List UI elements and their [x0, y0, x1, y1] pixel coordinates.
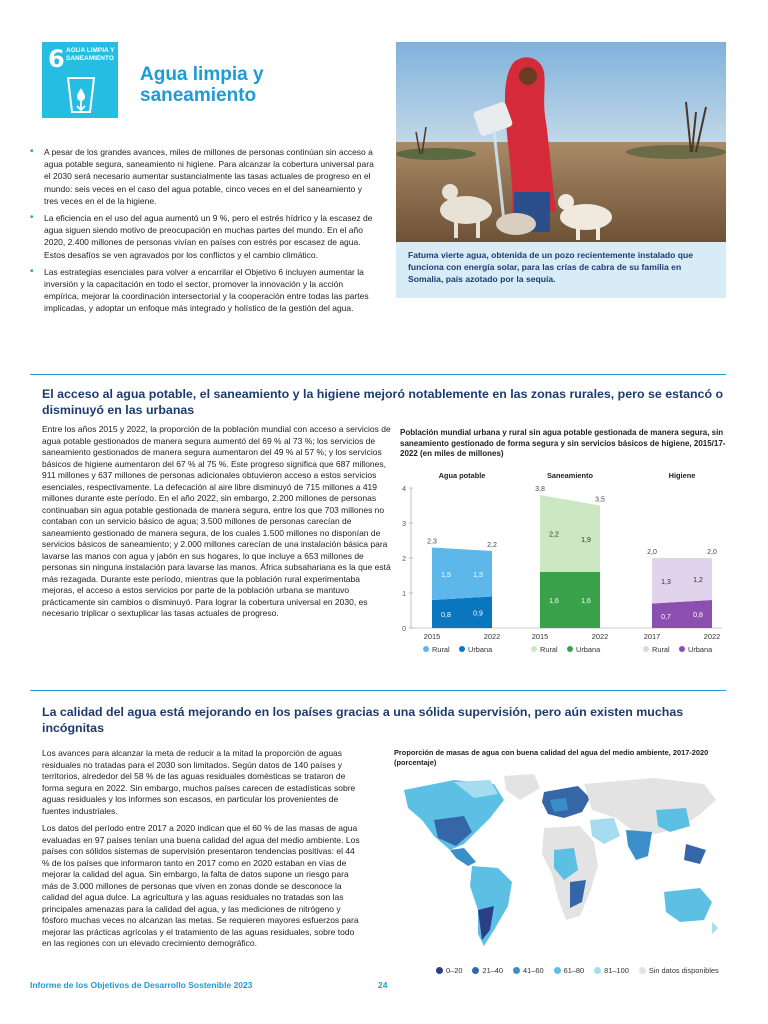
list-item: • La eficiencia en el uso del agua aumentó un 9 %, pero el estrés hídrico y la escasez de agua siguen siendo motivo de preocupación en muchas partes del mundo. En el año 2020, 2.400 millones de personas vivían en países con estrés por escasez de agua. Estos desafíos se ven agravados por los conflictos y el cambio climático.	[30, 212, 378, 261]
y-tick-label: 4	[402, 486, 406, 493]
legend-label-rural: Rural	[540, 645, 558, 654]
map-legend	[436, 966, 719, 975]
section-2-title: La calidad del agua está mejorando en los países gracias a una sólida supervisión, pero aún existen muchas incógnitas	[42, 705, 684, 735]
x-tick-label: 2015	[531, 632, 549, 641]
legend-item	[513, 966, 544, 975]
section-divider	[30, 374, 726, 375]
legend-swatch	[513, 967, 520, 974]
legend-swatch-urbana	[679, 646, 685, 652]
sdg-goal-badge	[42, 42, 118, 118]
legend-swatch	[639, 967, 646, 974]
data-label-urbana: 0,7	[661, 613, 671, 621]
section-2-paragraph-1: Los avances para alcanzar la meta de reducir a la mitad la proporción de aguas residuales no tratadas para el 2030 son limitados. Según datos de 140 países y territorios, alrededor del 58 % de las aguas residuales domésticas se trataron de forma segura en 2022. Sin embargo, muchos países carecen de estadísticas sobre aguas residuales y los informes son escasos, en particular los provenientes de fuentes industriales.	[42, 748, 356, 816]
data-label-rural: 1,3	[661, 578, 671, 586]
data-label-total: 2,0	[707, 549, 717, 556]
data-label-rural: 1,9	[581, 536, 591, 544]
x-tick-label: 2022	[483, 632, 501, 641]
legend-label: 0–20	[446, 966, 463, 975]
section-2-paragraph-2: Los datos del período entre 2017 a 2020 indican que el 60 % de las masas de agua evaluadas en 97 países tenían una buena calidad del agua del medio ambiente. Los países con sólidos sistemas de supervisión presentaron tendencias positivas: el 44 % de los países que informaron tanto en 2017 como en 2020 estaban en vías de mejorar la calidad del agua. Sin embargo, la falta de datos supone un riesgo para más de 3.000 millones de personas que viven en zonas donde se desconoce la calidad del agua dulce. La agricultura y las aguas residuales no tratadas son las principales amenazas para la calidad del agua, y las mediciones de nitrógeno y fósforo muchas veces no alcanzan las metas. Se requieren mayores esfuerzos para mejorar las prácticas agrícolas y el tratamiento de las aguas residuales, sobre todo en las regiones con un elevado crecimiento demográfico.	[42, 823, 360, 948]
list-item: • Las estrategias esenciales para volver a encarrilar el Objetivo 6 incluyen aumentar la inversión y la capacitación en todo el sector, promover la innovación y la acción empírica, mejorar la coordinación intersectorial y la cooperación entre todas las partes implicadas, y adoptar un enfoque más integrado y holístico de la gestión del agua.	[30, 266, 378, 315]
photo-caption-box	[396, 242, 726, 298]
data-label-total: 2,0	[647, 549, 657, 556]
panel-title: Agua potable	[438, 471, 486, 480]
sdg-number: 6	[48, 45, 65, 73]
section-2-body	[42, 748, 364, 956]
section-1-body	[42, 424, 392, 626]
data-label-rural: 1,3	[473, 571, 483, 579]
data-label-rural: 1,2	[693, 577, 703, 584]
data-label-rural: 1,5	[441, 571, 451, 579]
data-label-total: 3,8	[535, 486, 545, 493]
legend-swatch-urbana	[567, 646, 573, 652]
legend-item	[554, 966, 585, 975]
data-label-total: 3,5	[595, 496, 605, 504]
footer-report-title: Informe de los Objetivos de Desarrollo Sostenible 2023	[30, 980, 253, 990]
list-item: • A pesar de los grandes avances, miles de millones de personas continúan sin acceso a agua potable segura, saneamiento ni higiene. Para alcanzar la cobertura universal para el 2030 será necesario aumentar sustancialmente las tasas actuales de progreso en el mundo: seis veces en el caso del agua potable, cinco veces en el del saneamiento y tres veces en el de la higiene.	[30, 146, 378, 207]
stacked-area-chart	[396, 462, 726, 662]
photo-caption: Fatuma vierte agua, obtenida de un pozo recientemente instalado que funciona con energía solar, para las crías de cabra de su familia en Somalia, país azotado por la sequía.	[408, 250, 694, 284]
data-label-urbana: 1,6	[549, 598, 559, 605]
legend-item	[472, 966, 503, 975]
legend-item	[436, 966, 462, 975]
x-tick-label: 2022	[703, 632, 721, 641]
section-1-paragraph: Entre los años 2015 y 2022, la proporción de la población mundial con acceso a servicios de agua potable gestionados de manera segura aumentó del 69 % al 73 %; los servicios de saneamiento gestionados de manera segura aumentaron del 49 % al 57 %; y los servicios básicos de higiene aumentaron del 67 % al 75 %. Este progreso significa que 687 millones, 911 millones y 637 millones de personas adicionales obtuvieron acceso a estos servicios esenciales, respectivamente. La defecación al aire libre disminuyó de 715 millones a 419 millones durante este período. En el año 2022, sin embargo, 2.200 millones de personas continuaban sin agua potable gestionada de manera segura, entre los que 703 millones no contaban con un servicio básico de agua; 3.500 millones de personas carecían de saneamiento gestionado de manera segura, de los cuales 1.500 millones no disponían de servicios básicos de saneamiento; y 2.000 millones carecían de una instalación básica para lavarse las manos con agua y jabón en sus hogares, lo que incluye a 653 millones de personas sin ninguna instalación para lavarse las manos. África subsahariana es la que está más rezagada. Durante este período, mientras que la población rural experimentaba mejoras, el acceso a estos servicios por parte de la población urbana se mantuvo prácticamente sin cambios o disminuyó. Para lograr la cobertura universal en 2030, es necesario triplicar o sextuplicar las tasas actuales de progreso.	[42, 424, 391, 618]
map-title: Proporción de masas de agua con buena calidad del agua del medio ambiente, 2017-2020 (porcentaje)	[394, 748, 709, 767]
legend-label: 61–80	[563, 966, 585, 975]
water-glass-icon	[66, 76, 96, 114]
legend-swatch-rural	[643, 646, 649, 652]
x-tick-label: 2017	[643, 632, 661, 641]
legend-label: 41–60	[523, 966, 544, 975]
legend-item	[639, 966, 719, 975]
data-label-urbana: 0,8	[441, 612, 451, 619]
legend-label: 81–100	[604, 966, 629, 975]
data-label-rural: 2,2	[549, 531, 559, 539]
data-label-total: 2,3	[427, 538, 437, 546]
y-tick-label: 1	[402, 591, 406, 598]
x-tick-label: 2015	[423, 632, 441, 641]
chart-1-title: Población mundial urbana y rural sin agua potable gestionada de manera segura, sin saneamiento gestionado de forma segura y sin servicios básicos de higiene, 2015/17-2022 (en miles de millones)	[400, 428, 726, 459]
goal-title: Agua limpia y saneamiento	[140, 64, 264, 106]
legend-swatch	[554, 967, 561, 974]
legend-swatch	[472, 967, 479, 974]
legend-swatch-rural	[531, 646, 537, 652]
legend-swatch-rural	[423, 646, 429, 652]
world-map	[394, 770, 726, 962]
legend-item	[594, 966, 629, 975]
data-label-urbana: 0,8	[693, 612, 703, 619]
legend-label-urbana: Urbana	[468, 645, 493, 654]
panel-title: Saneamiento	[546, 471, 594, 480]
legend-label: Sin datos disponibles	[648, 966, 719, 975]
y-tick-label: 2	[402, 556, 406, 563]
legend-swatch-urbana	[459, 646, 465, 652]
sdg-label: AGUA LIMPIA Y SANEAMIENTO	[66, 47, 115, 62]
intro-bullet-list	[30, 146, 378, 320]
x-tick-label: 2022	[591, 632, 609, 641]
legend-label-urbana: Urbana	[688, 645, 713, 654]
legend-swatch	[436, 967, 443, 974]
section-divider	[30, 690, 726, 691]
section-1-title: El acceso al agua potable, el saneamiento y la higiene mejoró notablemente en las zonas rurales, pero se estancó o disminuyó en las urbanas	[42, 387, 724, 417]
y-tick-label: 3	[402, 521, 406, 528]
legend-label: 21–40	[482, 966, 504, 975]
legend-label-rural: Rural	[432, 645, 450, 654]
page-number: 24	[378, 980, 388, 990]
photo-woman-pouring-water	[396, 42, 726, 242]
legend-label-urbana: Urbana	[576, 645, 601, 654]
legend-label-rural: Rural	[652, 645, 670, 654]
legend-swatch	[594, 967, 601, 974]
panel-title: Higiene	[668, 471, 696, 480]
data-label-total: 2,2	[487, 542, 497, 549]
data-label-urbana: 0,9	[473, 610, 483, 618]
y-tick-label: 0	[402, 626, 406, 633]
data-label-urbana: 1,6	[581, 598, 591, 605]
